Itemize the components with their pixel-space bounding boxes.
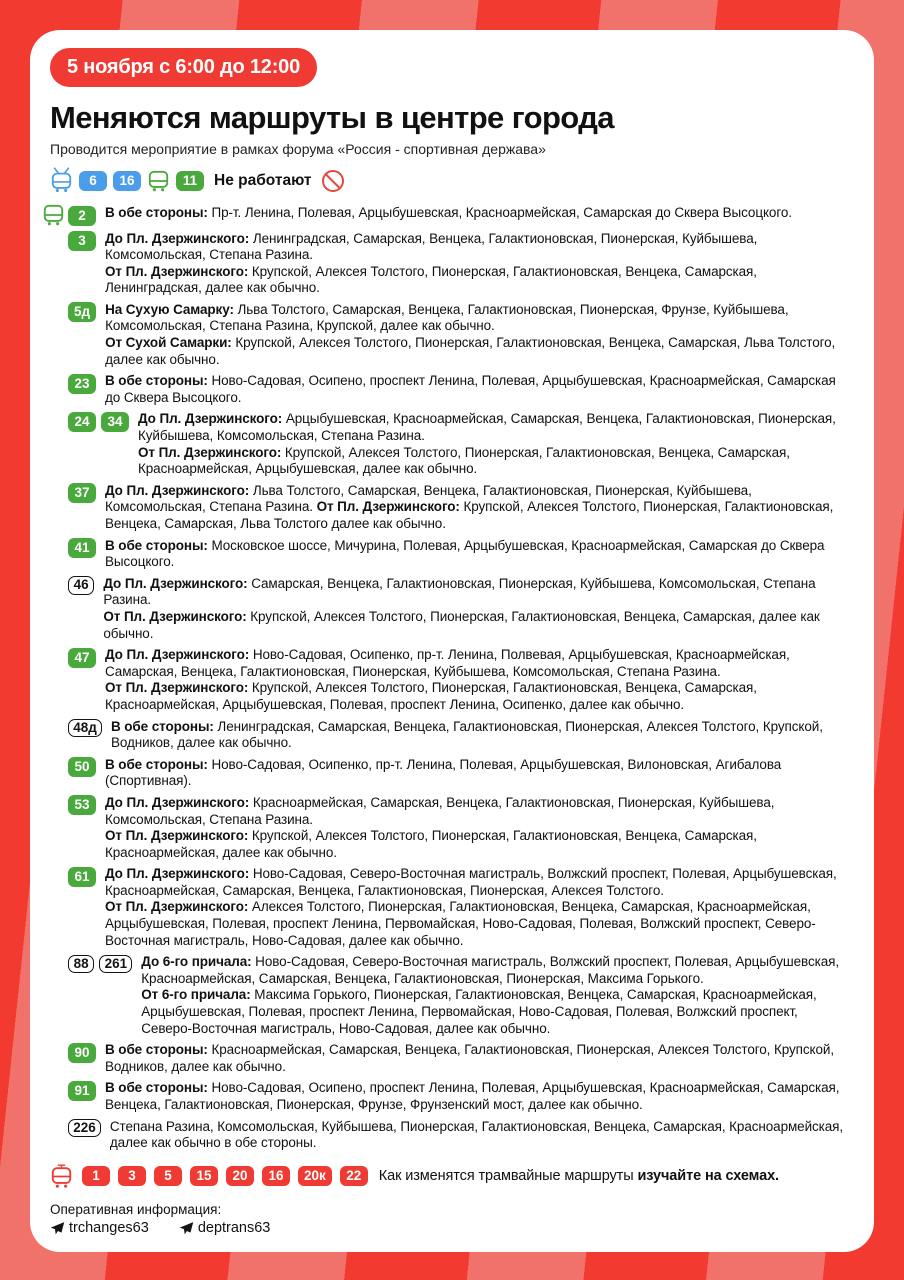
route-description: В обе стороны: Московское шоссе, Мичурина, Полевая, Арцыбушевская, Красноармейская, Самарская до Сквера Высоцкого. [105, 537, 825, 570]
not-working-label: Не работают [214, 172, 312, 189]
badge-37: 37 [68, 483, 96, 503]
telegram-channel-trchanges63[interactable] [50, 1220, 149, 1237]
route-description: В обе стороны: Ново-Садовая, Осипено, проспект Ленина, Полевая, Арцыбушевская, Красноармейская, Самарская до Сквера Высоцкого. [105, 373, 836, 405]
badge-261: 261 [99, 955, 132, 973]
badge-2: 2 [68, 206, 96, 226]
route-description: На Сухую Самарку: Льва Толстого, Самарская, Венцека, Галактионовская, Пионерская, Фрунзе, Куйбышева, Комсомольская, Степана Разина, Крупской, далее как обычно. От Сухой Самарки: Крупской, Алексея Толстого, Пионерская, Галактионовская, Венцека, Самарская, Льва Толстого, далее как обычно. [105, 301, 836, 367]
route-description: До 6-го причала: Ново-Садовая, Северо-Восточная магистраль, Волжский проспект, Полевая, Арцыбушевская, Красноармейская, Самарская, Венцека, Галактионовская, Пионерская, Максима Горького. От 6-го причала: Максима Горького, Пионерская, Галактионовская, Венцека, Самарская, Красноармейская, Арцыбушевская, Полевая, проспект Ленина, Первомайская, Ново-Садовая, Полевая, Волжский проспект, Северо-Восточная магистраль, Ново-Садовая, далее как обычно. [141, 954, 839, 1036]
route-badges [68, 538, 96, 558]
badge-53: 53 [68, 795, 96, 815]
badge-90: 90 [68, 1043, 96, 1063]
footer-channels [50, 1220, 850, 1237]
route-row-48д [68, 719, 850, 752]
trolleybus-icon [50, 167, 73, 195]
route-badges [68, 302, 96, 322]
bus-icon [147, 168, 170, 194]
route-row-61 [68, 866, 850, 949]
subtitle: Проводится мероприятие в рамках форума «Россия - спортивная держава» [50, 141, 546, 157]
not-working-row [50, 167, 850, 195]
route-row-5д [68, 302, 850, 368]
route-row-37 [68, 483, 850, 533]
route-row-50 [68, 757, 850, 790]
badge-16: 16 [113, 171, 141, 191]
bus-icon [42, 202, 65, 228]
route-description: До Пл. Дзержинского: Льва Толстого, Самарская, Венцека, Галактионовская, Пионерская, Куйбышева, Комсомольская, Степана Разина. От Пл. Дзержинского: Крупской, Алексея Толстого, Пионерская, Галактионовская, Венцека, Самарская, Льва Толстого далее как обычно. [105, 482, 834, 531]
badge-16: 16 [262, 1166, 290, 1186]
route-badges [68, 955, 132, 973]
telegram-icon [50, 1221, 65, 1236]
badge-47: 47 [68, 648, 96, 668]
tram-note [379, 1168, 779, 1184]
footer [50, 1201, 850, 1237]
route-row-23 [68, 373, 850, 406]
route-badges [68, 867, 96, 887]
route-badges [68, 757, 96, 777]
prohibited-icon [322, 170, 344, 192]
route-description: До Пл. Дзержинского: Ново-Садовая, Осипенко, пр-т. Ленина, Полвевая, Арцыбушевская, Красноармейская, Самарская, Венцека, Галактионовская, Пионерская, Куйбышева, Комсомольская, Степана Разина. От Пл. Дзержинского: Крупской, Алексея Толстого, Пионерская, Галактионовская, Венцека, Самарская, Красноармейская, Арцыбушевская, Полевая, проспект Ленина, Осипенко, далее как обычно. [105, 647, 790, 712]
route-description: До Пл. Дзержинского: Самарская, Венцека, Галактионовская, Пионерская, Куйбышева, Комсомольская, Степана Разина. От Пл. Дзержинского: Крупской, Алексея Толстого, Пионерская, Галактионовская, Венцека, Самарская, далее как обычно. [103, 575, 820, 641]
route-row-2 [68, 205, 850, 226]
telegram-channel-name: trchanges63 [69, 1219, 149, 1236]
badge-5д: 5д [68, 302, 96, 322]
badge-15: 15 [190, 1166, 218, 1186]
badge-61: 61 [68, 867, 96, 887]
telegram-channel-deptrans63[interactable] [179, 1220, 271, 1237]
route-badges [68, 374, 96, 394]
badge-88: 88 [68, 955, 94, 973]
route-row-53 [68, 795, 850, 861]
poster-card [30, 30, 874, 1252]
badge-48д: 48д [68, 719, 102, 737]
route-badges [68, 795, 96, 815]
route-description: До Пл. Дзержинского: Ленинградская, Самарская, Венцека, Галактионовская, Пионерская, Куйбышева, Комсомольская, Степана Разина. От Пл. Дзержинского: Крупской, Алексея Толстого, Пионерская, Галактионовская, Венцека, Самарская, Ленинградская, далее как обычно. [105, 230, 758, 296]
date-badge: 5 ноября с 6:00 до 12:00 [50, 48, 317, 87]
route-row-88-261 [68, 954, 850, 1037]
route-badges [68, 483, 96, 503]
badge-50: 50 [68, 757, 96, 777]
badge-91: 91 [68, 1081, 96, 1101]
route-badges [68, 231, 96, 251]
route-badges [68, 206, 96, 226]
route-description: До Пл. Дзержинского: Ново-Садовая, Северо-Восточная магистраль, Волжский проспект, Полевая, Арцыбушевская, Красноармейская, Самарская, Венцека, Галактионовская, Пионерская, Алексея Толстого. От Пл. Дзержинского: Алексея Толстого, Пионерская, Галактионовская, Венцека, Самарская, Красноармейская, Арцыбушевская, Полевая, проспект Ленина, Первомайская, Ново-Садовая, Полевая, Волжский проспект, Северо-Восточная магистраль, Ново-Садовая, далее как обычно. [105, 866, 837, 948]
badge-3: 3 [68, 231, 96, 251]
tram-badges [82, 1166, 368, 1186]
route-description: В обе стороны: Красноармейская, Самарская, Венцека, Галактионовская, Пионерская, Алексея Толстого, Крупской, Водников, далее как обычно. [105, 1042, 834, 1074]
route-description: В обе стороны: Ленинградская, Самарская, Венцека, Галактионовская, Пионерская, Алексея Толстого, Крупской, Водников, далее как обычно. [110, 718, 823, 751]
route-row-41 [68, 538, 850, 571]
route-badges [68, 1043, 96, 1063]
footer-label: Оперативная информация: [50, 1201, 222, 1217]
page-title: Меняются маршруты в центре города [50, 100, 614, 135]
not-working-routes [50, 167, 204, 195]
badge-20: 20 [226, 1166, 254, 1186]
badge-41: 41 [68, 538, 96, 558]
route-row-91 [68, 1080, 850, 1113]
badge-5: 5 [154, 1166, 182, 1186]
telegram-icon [179, 1221, 194, 1236]
badge-1: 1 [82, 1166, 110, 1186]
badge-6: 6 [79, 171, 107, 191]
route-badges [68, 576, 94, 594]
route-row-90 [68, 1042, 850, 1075]
tram-section [50, 1163, 850, 1190]
route-row-46 [68, 576, 850, 642]
route-row-3 [68, 231, 850, 297]
tram-note-text: Как изменятся трамвайные маршруты [378, 1168, 638, 1185]
route-row-24-34 [68, 411, 850, 477]
badge-22: 22 [340, 1166, 368, 1186]
badge-23: 23 [68, 374, 96, 394]
route-badges [68, 1119, 101, 1137]
route-description: Степана Разина, Комсомольская, Куйбышева, Пионерская, Галактионовская, Венцека, Самарская, Красноармейская, далее как обычно в обе стороны. [109, 1118, 844, 1151]
route-description: В обе стороны: Ново-Садовая, Осипено, проспект Ленина, Полевая, Арцыбушевская, Красноармейская, Самарская, Венцека, Галактионовская, Пионерская, Фрунзе, Фрунзенский мост, далее как обычно. [105, 1080, 840, 1112]
route-description: В обе стороны: Пр-т. Ленина, Полевая, Арцыбушевская, Красноармейская, Самарская до Сквера Высоцкого. [105, 205, 792, 220]
badge-11: 11 [176, 171, 204, 191]
route-badges [68, 412, 129, 432]
route-badges [68, 1081, 96, 1101]
badge-20к: 20к [298, 1166, 332, 1186]
route-description: До Пл. Дзержинского: Красноармейская, Самарская, Венцека, Галактионовская, Пионерская, Куйбышева, Комсомольская, Степана Разина. От Пл. Дзержинского: Крупской, Алексея Толстого, Пионерская, Галактионовская, Венцека, Самарская, Красноармейская, далее как обычно. [105, 794, 775, 860]
route-description: До Пл. Дзержинского: Арцыбушевская, Красноармейская, Самарская, Венцека, Галактионовская, Пионерская, Куйбышева, Комсомольская, Степана Разина. От Пл. Дзержинского: Крупской, Алексея Толстого, Пионерская, Галактионовская, Венцека, Самарская, Красноармейская, Арцыбушевская, далее как обычно. [138, 411, 836, 477]
route-badges [68, 648, 96, 668]
badge-34: 34 [101, 412, 129, 432]
route-row-47 [68, 647, 850, 713]
telegram-channel-name: deptrans63 [197, 1219, 271, 1236]
tram-icon [50, 1163, 73, 1190]
route-badges [68, 719, 102, 737]
route-description: В обе стороны: Ново-Садовая, Осипенко, пр-т. Ленина, Полевая, Арцыбушевская, Вилоновская, Агибалова (Спортивная). [105, 756, 782, 789]
routes-list [68, 205, 850, 1152]
badge-24: 24 [68, 412, 96, 432]
route-row-226 [68, 1119, 850, 1152]
badge-3: 3 [118, 1166, 146, 1186]
badge-46: 46 [68, 576, 94, 594]
tram-note-bold: изучайте на схемах. [637, 1168, 779, 1185]
badge-226: 226 [68, 1119, 101, 1137]
